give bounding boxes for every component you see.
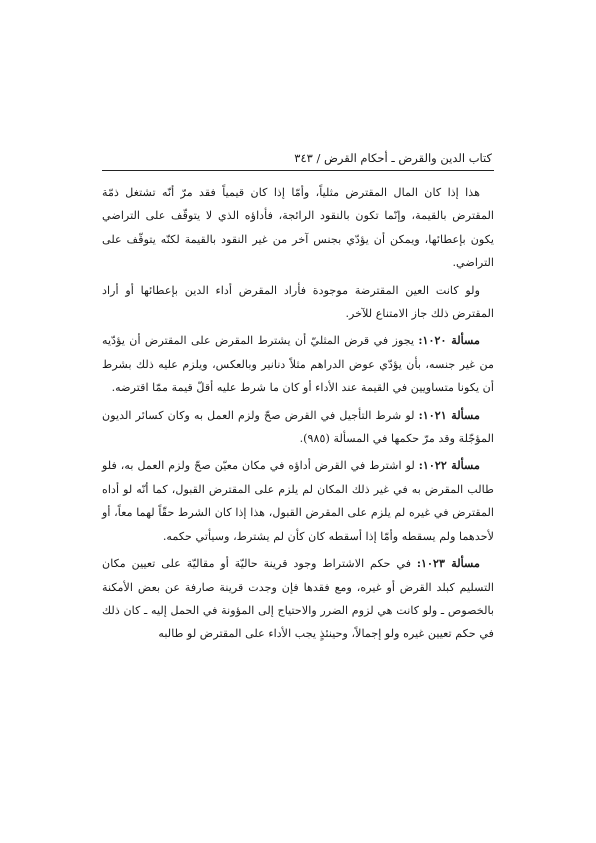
paragraph (102, 181, 494, 275)
book-page (102, 148, 494, 650)
issue-label: مسألة ١٠٢٣: (416, 556, 480, 571)
paragraph (102, 552, 494, 646)
paragraph-text: لو شرط التأجيل في القرض صحّ ولزم العمل به وكان كسائر الديون المؤجّلة وقد مرّ حكمها في المسألة (٩٨٥). (102, 408, 494, 446)
header-rule (102, 170, 494, 171)
paragraph-text: يجوز في قرض المثليّ أن يشترط المقرض على المقترض أن يؤدّيه من غير جنسه، بأن يؤدّي عوض الدراهم مثلاً دنانير وبالعكس، ويلزم عليه ذلك بشرط أن يكونا متساويين في القيمة عند الأداء أو كان ما شرط عليه أقلّ قيمة ممّا اقترضه. (102, 334, 494, 395)
page-body (102, 181, 494, 646)
issue-label: مسألة ١٠٢٢: (418, 458, 480, 473)
running-header: كتاب الدين والقرض ـ أحكام القرض / ٣٤٣ (294, 151, 492, 165)
paragraph-text: لو اشترط في القرض أداؤه في مكان معيّن صحّ ولزم العمل به، فلو طالب المقرض به في غير ذلك المكان لم يلزم على المقترض القبول، كما أنّه لو أداه المقترض في غيره لم يلزم على المقرض القبول، هذا إذا كان الشرط حقّاً لهما معاً، أو لأحدهما ولم يسقطه وأمّا إذا أسقطه كان كأن لم يشترط، وسيأتي حكمه. (102, 459, 494, 543)
paragraph-text: ولو كانت العين المقترضة موجودة فأراد المقرض أداء الدين بإعطائها أو أراد المقترض ذلك جاز الامتناع للآخر. (102, 283, 494, 321)
paragraph-text: هذا إذا كان المال المقترض مثلياً، وأمّا إذا كان قيمياً فقد مرّ أنّه تشتغل ذمّة المقترض بالقيمة، وإنّما تكون بالنقود الرائجة، فأداؤه الذي لا يتوقّف على التراضي يكون بإعطائها، ويمكن أن يؤدّي بجنس آخر من غير النقود بالقيمة لكنّه يتوقّف على التراضي. (102, 186, 494, 270)
paragraph (102, 454, 494, 548)
paragraph (102, 279, 494, 326)
paragraph (102, 404, 494, 451)
issue-label: مسألة ١٠٢٠: (418, 333, 480, 348)
paragraph (102, 329, 494, 399)
issue-label: مسألة ١٠٢١: (418, 407, 480, 422)
paragraph-text: في حكم الاشتراط وجود قرينة حاليّة أو مقاليّة على تعيين مكان التسليم كبلد القرض أو غيره، ومع فقدها فإن وجدت قرينة صارفة عن بعض الأمكنة بالخصوص ـ ولو كانت هي لزوم الضرر والاحتياج إلى المؤونة في الحمل إليه ـ كان ذلك في حكم تعيين غيره ولو إجمالاً، وحينئذٍ يجب الأداء على المقترض لو طالبه (102, 557, 494, 641)
